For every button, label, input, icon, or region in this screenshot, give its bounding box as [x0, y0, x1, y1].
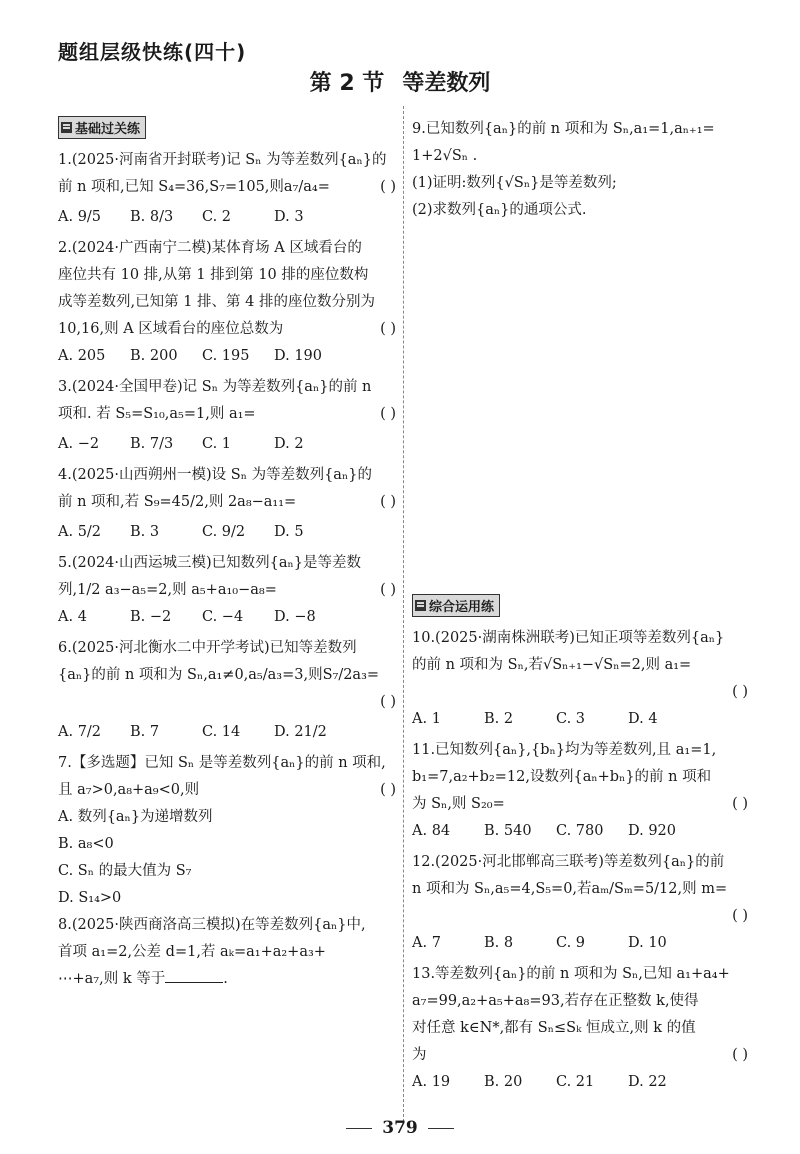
q2-line-2: 座位共有 10 排,从第 1 排到第 10 排的座位数构: [58, 267, 369, 283]
question-1: [58, 147, 396, 231]
q6-line-3: [58, 689, 396, 716]
q11-text: 为 Sₙ,则 S₂₀=: [412, 796, 505, 812]
q7-option-a: A. 数列{aₙ}为递增数列: [58, 809, 213, 825]
option: B. 7: [130, 724, 160, 740]
q8-text: ⋯+a₇,则 k 等于: [58, 971, 166, 987]
q10-line-3: [412, 679, 748, 706]
option: B. 7/3: [130, 436, 174, 452]
option: D. 22: [628, 1074, 667, 1090]
option: C. 2: [202, 209, 232, 225]
question-2: [58, 235, 396, 370]
question-5: [58, 550, 396, 631]
q13-line-4: [412, 1042, 748, 1069]
q2-answer-paren: ( ): [380, 321, 396, 337]
q5-line-2: [58, 577, 396, 604]
q3-options: [58, 431, 396, 458]
q13-line-1: 13.等差数列{aₙ}的前 n 项和为 Sₙ,已知 a₁+a₄+: [412, 966, 730, 982]
q8-line-3: ⋯+a₇,则 k 等于 .: [58, 966, 396, 993]
q11-answer-paren: ( ): [732, 796, 748, 812]
notebook-icon: [415, 600, 426, 611]
q4-answer-paren: ( ): [380, 494, 396, 510]
q5-options: [58, 604, 396, 631]
q2-line-3: 成等差数列,已知第 1 排、第 4 排的座位数分别为: [58, 294, 375, 310]
option: C. 21: [556, 1074, 595, 1090]
q11-options: [412, 818, 748, 845]
q2-line-4: [58, 316, 396, 343]
q7-line-1: 7.【多选题】已知 Sₙ 是等差数列{aₙ}的前 n 项和,: [58, 755, 386, 771]
option: D. 21/2: [274, 724, 327, 740]
q10-answer-paren: ( ): [732, 684, 748, 700]
q11-line-1: 11.已知数列{aₙ},{bₙ}均为等差数列,且 a₁=1,: [412, 742, 717, 758]
q7-line-2: [58, 777, 396, 804]
q5-answer-paren: ( ): [380, 582, 396, 598]
option: C. 195: [202, 348, 250, 364]
question-4: [58, 462, 396, 546]
q6-line-1: 6.(2025·河北衡水二中开学考试)已知等差数列: [58, 640, 357, 656]
question-8: [58, 912, 396, 993]
question-13: [412, 961, 748, 1096]
comprehensive-section-label: 综合运用练: [429, 600, 495, 615]
section-name: 等差数列: [402, 71, 491, 96]
q7-answer-paren: ( ): [380, 782, 396, 798]
page-footer: [0, 1118, 800, 1138]
option: A. 9/5: [58, 209, 102, 225]
option: B. −2: [130, 609, 172, 625]
option: C. 14: [202, 724, 241, 740]
q1-line-2: [58, 174, 396, 201]
option: B. 8/3: [130, 209, 174, 225]
question-3: [58, 374, 396, 458]
option: B. 540: [484, 823, 532, 839]
option: D. 2: [274, 436, 304, 452]
q6-line-2: {aₙ}的前 n 项和为 Sₙ,a₁≠0,a₅/a₃=3,则S₇/2a₃=: [58, 667, 380, 683]
option: A. 5/2: [58, 524, 102, 540]
option: A. 205: [58, 348, 106, 364]
option: D. 920: [628, 823, 677, 839]
section-title: [0, 66, 800, 97]
q1-text: 前 n 项和,已知 S₄=36,S₇=105,则a₇/a₄=: [58, 179, 330, 195]
question-11: [412, 737, 748, 845]
basic-section-label: 基础过关练: [75, 122, 141, 137]
option: C. −4: [202, 609, 244, 625]
option: C. 780: [556, 823, 604, 839]
q9-part-1: (1)证明:数列{√Sₙ}是等差数列;: [412, 175, 617, 191]
right-column: [412, 116, 748, 1100]
option: C. 9: [556, 935, 586, 951]
option: B. 3: [130, 524, 160, 540]
q13-text: 为: [412, 1047, 427, 1063]
option: D. 10: [628, 935, 667, 951]
q3-line-1: 3.(2024·全国甲卷)记 Sₙ 为等差数列{aₙ}的前 n: [58, 379, 372, 395]
column-divider: [403, 106, 404, 1122]
q8-line-1: 8.(2025·陕西商洛高三模拟)在等差数列{aₙ}中,: [58, 917, 366, 933]
q10-line-1: 10.(2025·湖南株洲联考)已知正项等差数列{aₙ}: [412, 630, 725, 646]
q11-line-3: [412, 791, 748, 818]
option: A. 1: [412, 711, 441, 727]
q4-options: [58, 519, 396, 546]
q1-answer-paren: ( ): [380, 179, 396, 195]
option: C. 3: [556, 711, 586, 727]
q3-answer-paren: ( ): [380, 406, 396, 422]
option: A. 7: [412, 935, 441, 951]
question-12: [412, 849, 748, 957]
q4-line-2: [58, 489, 396, 516]
answer-space: [412, 224, 748, 594]
footer-dash-right: [428, 1128, 454, 1129]
q12-options: [412, 930, 748, 957]
page-number: 379: [382, 1118, 418, 1138]
q13-line-2: a₇=99,a₂+a₅+a₈=93,若存在正整数 k,使得: [412, 993, 699, 1009]
q9-line-1: 9.已知数列{aₙ}的前 n 项和为 Sₙ,a₁=1,aₙ₊₁=: [412, 121, 715, 137]
q11-line-2: b₁=7,a₂+b₂=12,设数列{aₙ+bₙ}的前 n 项和: [412, 769, 712, 785]
q3-line-2: [58, 401, 396, 428]
q6-options: [58, 719, 396, 746]
q1-line-1: 1.(2025·河南省开封联考)记 Sₙ 为等差数列{aₙ}的: [58, 152, 387, 168]
q8-line-2: 首项 a₁=2,公差 d=1,若 aₖ=a₁+a₂+a₃+: [58, 944, 326, 960]
option: D. 3: [274, 209, 304, 225]
option: B. 8: [484, 935, 514, 951]
exercise-set-header: 题组层级快练(四十): [58, 40, 247, 64]
q4-text: 前 n 项和,若 S₉=45/2,则 2a₈−a₁₁=: [58, 494, 297, 510]
q7-option-b: B. a₈<0: [58, 836, 114, 852]
q10-options: [412, 706, 748, 733]
q5-text: 列,1/2 a₃−a₅=2,则 a₅+a₁₀−a₈=: [58, 582, 277, 598]
option: B. 20: [484, 1074, 523, 1090]
q13-line-3: 对任意 k∈N*,都有 Sₙ≤Sₖ 恒成立,则 k 的值: [412, 1020, 696, 1036]
q9-part-2: (2)求数列{aₙ}的通项公式.: [412, 202, 587, 218]
option: A. 19: [412, 1074, 451, 1090]
option: D. 190: [274, 348, 323, 364]
q2-text: 10,16,则 A 区域看台的座位总数为: [58, 321, 284, 337]
question-9: [412, 116, 748, 224]
option: C. 9/2: [202, 524, 246, 540]
footer-dash-left: [346, 1128, 372, 1129]
option: B. 2: [484, 711, 514, 727]
q8-answer-blank: [165, 968, 223, 983]
option: C. 1: [202, 436, 232, 452]
option: B. 200: [130, 348, 178, 364]
q12-line-3: [412, 903, 748, 930]
q6-answer-paren: ( ): [380, 694, 396, 710]
section-number: 第 2 节: [309, 71, 385, 96]
option: D. −8: [274, 609, 316, 625]
left-column: [58, 116, 396, 993]
notebook-icon: [61, 122, 72, 133]
q13-options: [412, 1069, 748, 1096]
option: A. 84: [412, 823, 451, 839]
q5-line-1: 5.(2024·山西运城三模)已知数列{aₙ}是等差数: [58, 555, 362, 571]
q3-text: 项和. 若 S₅=S₁₀,a₅=1,则 a₁=: [58, 406, 256, 422]
q7-text: 且 a₇>0,a₈+a₉<0,则: [58, 782, 200, 798]
option: A. −2: [58, 436, 100, 452]
q2-options: [58, 343, 396, 370]
q13-answer-paren: ( ): [732, 1047, 748, 1063]
option: D. 5: [274, 524, 304, 540]
q1-options: [58, 204, 396, 231]
q2-line-1: 2.(2024·广西南宁二模)某体育场 A 区域看台的: [58, 240, 362, 256]
option: D. 4: [628, 711, 658, 727]
question-6: [58, 635, 396, 746]
q12-answer-paren: ( ): [732, 908, 748, 924]
option: A. 4: [58, 609, 87, 625]
question-7: [58, 750, 396, 912]
option: A. 7/2: [58, 724, 102, 740]
question-10: [412, 625, 748, 733]
q4-line-1: 4.(2025·山西朔州一模)设 Sₙ 为等差数列{aₙ}的: [58, 467, 372, 483]
comprehensive-section-tag: [412, 594, 500, 617]
basic-section-tag: [58, 116, 146, 139]
q12-line-2: n 项和为 Sₙ,a₅=4,S₅=0,若aₘ/Sₘ=5/12,则 m=: [412, 881, 728, 897]
q7-option-d: D. S₁₄>0: [58, 890, 122, 906]
q9-line-2: 1+2√Sₙ .: [412, 148, 478, 164]
q12-line-1: 12.(2025·河北邯郸高三联考)等差数列{aₙ}的前: [412, 854, 725, 870]
q7-option-c: C. Sₙ 的最大值为 S₇: [58, 863, 192, 879]
q10-line-2: 的前 n 项和为 Sₙ,若√Sₙ₊₁−√Sₙ=2,则 a₁=: [412, 657, 692, 673]
